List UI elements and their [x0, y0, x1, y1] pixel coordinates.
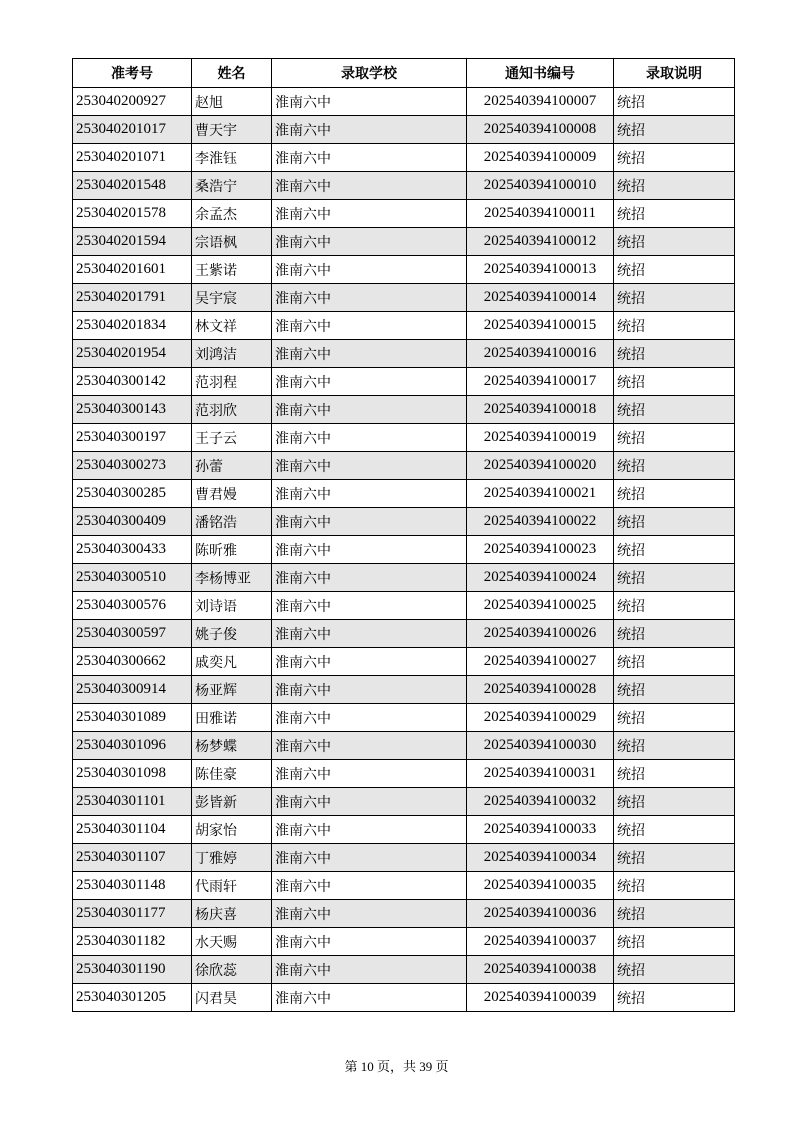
student-name-cell: 水天赐	[192, 928, 272, 956]
header-admission-note: 录取说明	[614, 59, 735, 88]
notice-number-cell: 202540394100035	[467, 872, 614, 900]
school-cell: 淮南六中	[272, 452, 467, 480]
admission-note-cell: 统招	[614, 816, 735, 844]
student-name-cell: 陈佳豪	[192, 760, 272, 788]
exam-number-cell: 253040201791	[73, 284, 192, 312]
exam-number-cell: 253040301190	[73, 956, 192, 984]
table-row	[73, 928, 735, 956]
table-row	[73, 88, 735, 116]
school-cell: 淮南六中	[272, 844, 467, 872]
table-row	[73, 284, 735, 312]
student-name-cell: 宗语枫	[192, 228, 272, 256]
school-cell: 淮南六中	[272, 340, 467, 368]
student-name-cell: 胡家怡	[192, 816, 272, 844]
notice-number-cell: 202540394100037	[467, 928, 614, 956]
header-name: 姓名	[192, 59, 272, 88]
notice-number-cell: 202540394100010	[467, 172, 614, 200]
student-name-cell: 李杨博亚	[192, 564, 272, 592]
school-cell: 淮南六中	[272, 368, 467, 396]
student-name-cell: 闪君昊	[192, 984, 272, 1012]
admission-note-cell: 统招	[614, 480, 735, 508]
exam-number-cell: 253040300142	[73, 368, 192, 396]
admission-note-cell: 统招	[614, 256, 735, 284]
admission-table	[72, 58, 735, 1012]
exam-number-cell: 253040301096	[73, 732, 192, 760]
table-row	[73, 200, 735, 228]
admission-note-cell: 统招	[614, 340, 735, 368]
exam-number-cell: 253040301089	[73, 704, 192, 732]
admission-note-cell: 统招	[614, 956, 735, 984]
student-name-cell: 孙蕾	[192, 452, 272, 480]
school-cell: 淮南六中	[272, 480, 467, 508]
notice-number-cell: 202540394100018	[467, 396, 614, 424]
school-cell: 淮南六中	[272, 200, 467, 228]
exam-number-cell: 253040300273	[73, 452, 192, 480]
exam-number-cell: 253040300662	[73, 648, 192, 676]
school-cell: 淮南六中	[272, 872, 467, 900]
table-row	[73, 144, 735, 172]
student-name-cell: 姚子俊	[192, 620, 272, 648]
student-name-cell: 丁雅婷	[192, 844, 272, 872]
table-row	[73, 648, 735, 676]
table-row	[73, 480, 735, 508]
school-cell: 淮南六中	[272, 900, 467, 928]
admission-note-cell: 统招	[614, 844, 735, 872]
table-row	[73, 424, 735, 452]
school-cell: 淮南六中	[272, 172, 467, 200]
student-name-cell: 戚奕凡	[192, 648, 272, 676]
table-body	[73, 88, 735, 1012]
notice-number-cell: 202540394100026	[467, 620, 614, 648]
exam-number-cell: 253040300597	[73, 620, 192, 648]
exam-number-cell: 253040300914	[73, 676, 192, 704]
admission-note-cell: 统招	[614, 368, 735, 396]
table-row	[73, 340, 735, 368]
student-name-cell: 余孟杰	[192, 200, 272, 228]
admission-note-cell: 统招	[614, 984, 735, 1012]
school-cell: 淮南六中	[272, 984, 467, 1012]
exam-number-cell: 253040301177	[73, 900, 192, 928]
student-name-cell: 林文祥	[192, 312, 272, 340]
admission-note-cell: 统招	[614, 228, 735, 256]
admission-note-cell: 统招	[614, 928, 735, 956]
table-row	[73, 228, 735, 256]
table-row	[73, 564, 735, 592]
notice-number-cell: 202540394100011	[467, 200, 614, 228]
admission-note-cell: 统招	[614, 788, 735, 816]
exam-number-cell: 253040300510	[73, 564, 192, 592]
admission-note-cell: 统招	[614, 900, 735, 928]
table-row	[73, 592, 735, 620]
student-name-cell: 刘鸿洁	[192, 340, 272, 368]
admission-note-cell: 统招	[614, 508, 735, 536]
notice-number-cell: 202540394100008	[467, 116, 614, 144]
notice-number-cell: 202540394100020	[467, 452, 614, 480]
admission-note-cell: 统招	[614, 144, 735, 172]
notice-number-cell: 202540394100012	[467, 228, 614, 256]
exam-number-cell: 253040201578	[73, 200, 192, 228]
school-cell: 淮南六中	[272, 732, 467, 760]
notice-number-cell: 202540394100025	[467, 592, 614, 620]
notice-number-cell: 202540394100029	[467, 704, 614, 732]
admission-note-cell: 统招	[614, 648, 735, 676]
table-row	[73, 816, 735, 844]
exam-number-cell: 253040301205	[73, 984, 192, 1012]
notice-number-cell: 202540394100017	[467, 368, 614, 396]
exam-number-cell: 253040200927	[73, 88, 192, 116]
student-name-cell: 田雅诺	[192, 704, 272, 732]
table-row	[73, 676, 735, 704]
exam-number-cell: 253040301098	[73, 760, 192, 788]
exam-number-cell: 253040300433	[73, 536, 192, 564]
school-cell: 淮南六中	[272, 508, 467, 536]
table-row	[73, 452, 735, 480]
notice-number-cell: 202540394100014	[467, 284, 614, 312]
student-name-cell: 王子云	[192, 424, 272, 452]
admission-note-cell: 统招	[614, 116, 735, 144]
notice-number-cell: 202540394100021	[467, 480, 614, 508]
table-row	[73, 760, 735, 788]
admission-note-cell: 统招	[614, 704, 735, 732]
notice-number-cell: 202540394100032	[467, 788, 614, 816]
student-name-cell: 曹君嫚	[192, 480, 272, 508]
exam-number-cell: 253040300409	[73, 508, 192, 536]
header-notice-number: 通知书编号	[467, 59, 614, 88]
table-row	[73, 788, 735, 816]
school-cell: 淮南六中	[272, 648, 467, 676]
admission-note-cell: 统招	[614, 88, 735, 116]
exam-number-cell: 253040201594	[73, 228, 192, 256]
admission-note-cell: 统招	[614, 396, 735, 424]
student-name-cell: 杨梦蝶	[192, 732, 272, 760]
student-name-cell: 王紫诺	[192, 256, 272, 284]
notice-number-cell: 202540394100015	[467, 312, 614, 340]
admission-note-cell: 统招	[614, 564, 735, 592]
notice-number-cell: 202540394100030	[467, 732, 614, 760]
student-name-cell: 徐欣蕊	[192, 956, 272, 984]
school-cell: 淮南六中	[272, 228, 467, 256]
admission-note-cell: 统招	[614, 536, 735, 564]
exam-number-cell: 253040301104	[73, 816, 192, 844]
school-cell: 淮南六中	[272, 928, 467, 956]
admission-note-cell: 统招	[614, 872, 735, 900]
student-name-cell: 范羽程	[192, 368, 272, 396]
student-name-cell: 潘铭浩	[192, 508, 272, 536]
school-cell: 淮南六中	[272, 592, 467, 620]
page-footer: 第 10 页，共 39 页	[344, 1059, 449, 1074]
student-name-cell: 彭皆新	[192, 788, 272, 816]
table-row	[73, 900, 735, 928]
notice-number-cell: 202540394100022	[467, 508, 614, 536]
student-name-cell: 吴宇宸	[192, 284, 272, 312]
table-row	[73, 508, 735, 536]
table-header-row	[73, 59, 735, 88]
header-school: 录取学校	[272, 59, 467, 88]
notice-number-cell: 202540394100027	[467, 648, 614, 676]
school-cell: 淮南六中	[272, 284, 467, 312]
school-cell: 淮南六中	[272, 88, 467, 116]
exam-number-cell: 253040301107	[73, 844, 192, 872]
exam-number-cell: 253040201954	[73, 340, 192, 368]
notice-number-cell: 202540394100007	[467, 88, 614, 116]
table-row	[73, 536, 735, 564]
admission-note-cell: 统招	[614, 284, 735, 312]
exam-number-cell: 253040300143	[73, 396, 192, 424]
student-name-cell: 杨亚辉	[192, 676, 272, 704]
school-cell: 淮南六中	[272, 396, 467, 424]
exam-number-cell: 253040300576	[73, 592, 192, 620]
student-name-cell: 曹天宇	[192, 116, 272, 144]
exam-number-cell: 253040300285	[73, 480, 192, 508]
exam-number-cell: 253040300197	[73, 424, 192, 452]
admission-note-cell: 统招	[614, 592, 735, 620]
school-cell: 淮南六中	[272, 760, 467, 788]
notice-number-cell: 202540394100039	[467, 984, 614, 1012]
admission-note-cell: 统招	[614, 676, 735, 704]
table-row	[73, 620, 735, 648]
notice-number-cell: 202540394100023	[467, 536, 614, 564]
table-row	[73, 256, 735, 284]
notice-number-cell: 202540394100013	[467, 256, 614, 284]
exam-number-cell: 253040301101	[73, 788, 192, 816]
student-name-cell: 桑浩宁	[192, 172, 272, 200]
student-name-cell: 赵旭	[192, 88, 272, 116]
exam-number-cell: 253040201834	[73, 312, 192, 340]
table-row	[73, 312, 735, 340]
school-cell: 淮南六中	[272, 256, 467, 284]
school-cell: 淮南六中	[272, 116, 467, 144]
admission-note-cell: 统招	[614, 620, 735, 648]
school-cell: 淮南六中	[272, 536, 467, 564]
exam-number-cell: 253040201601	[73, 256, 192, 284]
table-row	[73, 872, 735, 900]
admission-note-cell: 统招	[614, 424, 735, 452]
table-row	[73, 116, 735, 144]
admission-note-cell: 统招	[614, 312, 735, 340]
exam-number-cell: 253040201071	[73, 144, 192, 172]
admission-note-cell: 统招	[614, 732, 735, 760]
exam-number-cell: 253040301148	[73, 872, 192, 900]
school-cell: 淮南六中	[272, 564, 467, 592]
student-name-cell: 刘诗语	[192, 592, 272, 620]
school-cell: 淮南六中	[272, 788, 467, 816]
admission-note-cell: 统招	[614, 200, 735, 228]
student-name-cell: 李淮钰	[192, 144, 272, 172]
notice-number-cell: 202540394100019	[467, 424, 614, 452]
notice-number-cell: 202540394100016	[467, 340, 614, 368]
exam-number-cell: 253040301182	[73, 928, 192, 956]
school-cell: 淮南六中	[272, 620, 467, 648]
table-row	[73, 956, 735, 984]
table-row	[73, 396, 735, 424]
school-cell: 淮南六中	[272, 312, 467, 340]
student-name-cell: 代雨轩	[192, 872, 272, 900]
school-cell: 淮南六中	[272, 956, 467, 984]
student-name-cell: 陈昕雅	[192, 536, 272, 564]
school-cell: 淮南六中	[272, 704, 467, 732]
table-row	[73, 368, 735, 396]
notice-number-cell: 202540394100036	[467, 900, 614, 928]
table-row	[73, 984, 735, 1012]
student-name-cell: 杨庆喜	[192, 900, 272, 928]
admission-note-cell: 统招	[614, 452, 735, 480]
notice-number-cell: 202540394100034	[467, 844, 614, 872]
exam-number-cell: 253040201548	[73, 172, 192, 200]
school-cell: 淮南六中	[272, 424, 467, 452]
admission-note-cell: 统招	[614, 172, 735, 200]
exam-number-cell: 253040201017	[73, 116, 192, 144]
school-cell: 淮南六中	[272, 144, 467, 172]
table-row	[73, 172, 735, 200]
notice-number-cell: 202540394100009	[467, 144, 614, 172]
notice-number-cell: 202540394100028	[467, 676, 614, 704]
table-row	[73, 732, 735, 760]
notice-number-cell: 202540394100033	[467, 816, 614, 844]
table-row	[73, 844, 735, 872]
notice-number-cell: 202540394100038	[467, 956, 614, 984]
notice-number-cell: 202540394100024	[467, 564, 614, 592]
header-exam-number: 准考号	[73, 59, 192, 88]
table-row	[73, 704, 735, 732]
school-cell: 淮南六中	[272, 816, 467, 844]
school-cell: 淮南六中	[272, 676, 467, 704]
student-name-cell: 范羽欣	[192, 396, 272, 424]
notice-number-cell: 202540394100031	[467, 760, 614, 788]
admission-note-cell: 统招	[614, 760, 735, 788]
